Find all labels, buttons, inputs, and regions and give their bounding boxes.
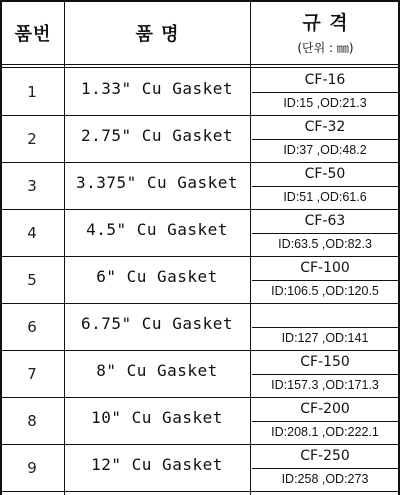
row-name: 10" Cu Gasket <box>91 408 223 427</box>
row-spec-code: CF-50 <box>304 166 346 183</box>
spec-divider <box>252 374 398 375</box>
row-number: 9 <box>27 458 37 477</box>
header-col-spec: 규 격 <box>302 11 349 34</box>
row-spec-dims: ID:208.1 ,OD:222.1 <box>271 425 379 440</box>
row-spec-code: CF-150 <box>300 354 350 371</box>
spec-divider <box>252 92 398 93</box>
spec-divider <box>252 139 398 140</box>
row-number: 6 <box>27 317 37 336</box>
row-spec-dims: ID:37 ,OD:48.2 <box>283 143 367 158</box>
row-spec-code: CF-200 <box>300 401 350 418</box>
spec-divider <box>252 186 398 187</box>
row-name: 3.375" Cu Gasket <box>75 173 239 192</box>
row-name: 6" Cu Gasket <box>96 267 218 286</box>
row-name: 2.75" Cu Gasket <box>81 126 233 145</box>
spec-divider <box>252 327 398 328</box>
row-spec-code <box>250 304 400 327</box>
row-spec-dims: ID:106.5 ,OD:120.5 <box>271 284 379 299</box>
row-number: 5 <box>27 270 37 289</box>
row-spec-code: CF-16 <box>304 72 346 89</box>
row-spec-code: CF-250 <box>300 448 350 465</box>
row-number: 1 <box>27 82 37 101</box>
row-divider <box>0 491 400 492</box>
row-spec-code: CF-63 <box>304 213 346 230</box>
row-name: 1.33" Cu Gasket <box>81 79 233 98</box>
spec-divider <box>252 468 398 469</box>
row-number: 7 <box>27 364 37 383</box>
row-spec-dims: ID:258 ,OD:273 <box>281 472 369 487</box>
row-spec-code: CF-100 <box>300 260 350 277</box>
row-number: 2 <box>27 129 37 148</box>
spec-divider <box>252 421 398 422</box>
spec-divider <box>252 233 398 234</box>
header-col-name: 품 명 <box>135 24 180 45</box>
row-spec-dims: ID:15 ,OD:21.3 <box>283 96 367 111</box>
row-name: 6.75" Cu Gasket <box>81 314 233 333</box>
row-number: 4 <box>27 223 37 242</box>
row-name: 12" Cu Gasket <box>91 455 223 474</box>
header-col-spec-unit: (단위 : ㎜) <box>297 40 354 55</box>
row-spec-dims: ID:51 ,OD:61.6 <box>283 190 367 205</box>
header-divider <box>0 64 400 65</box>
row-name: 4.5" Cu Gasket <box>86 220 228 239</box>
row-spec-dims: ID:157.3 ,OD:171.3 <box>271 378 379 393</box>
row-spec-dims: ID:127 ,OD:141 <box>281 331 369 346</box>
spec-divider <box>252 280 398 281</box>
row-spec-dims: ID:63.5 ,OD:82.3 <box>278 237 372 252</box>
row-number: 3 <box>27 176 37 195</box>
row-number: 8 <box>27 411 37 430</box>
row-spec-code: CF-32 <box>304 119 346 136</box>
header-col-no: 품번 <box>14 24 52 45</box>
row-name: 8" Cu Gasket <box>96 361 218 380</box>
